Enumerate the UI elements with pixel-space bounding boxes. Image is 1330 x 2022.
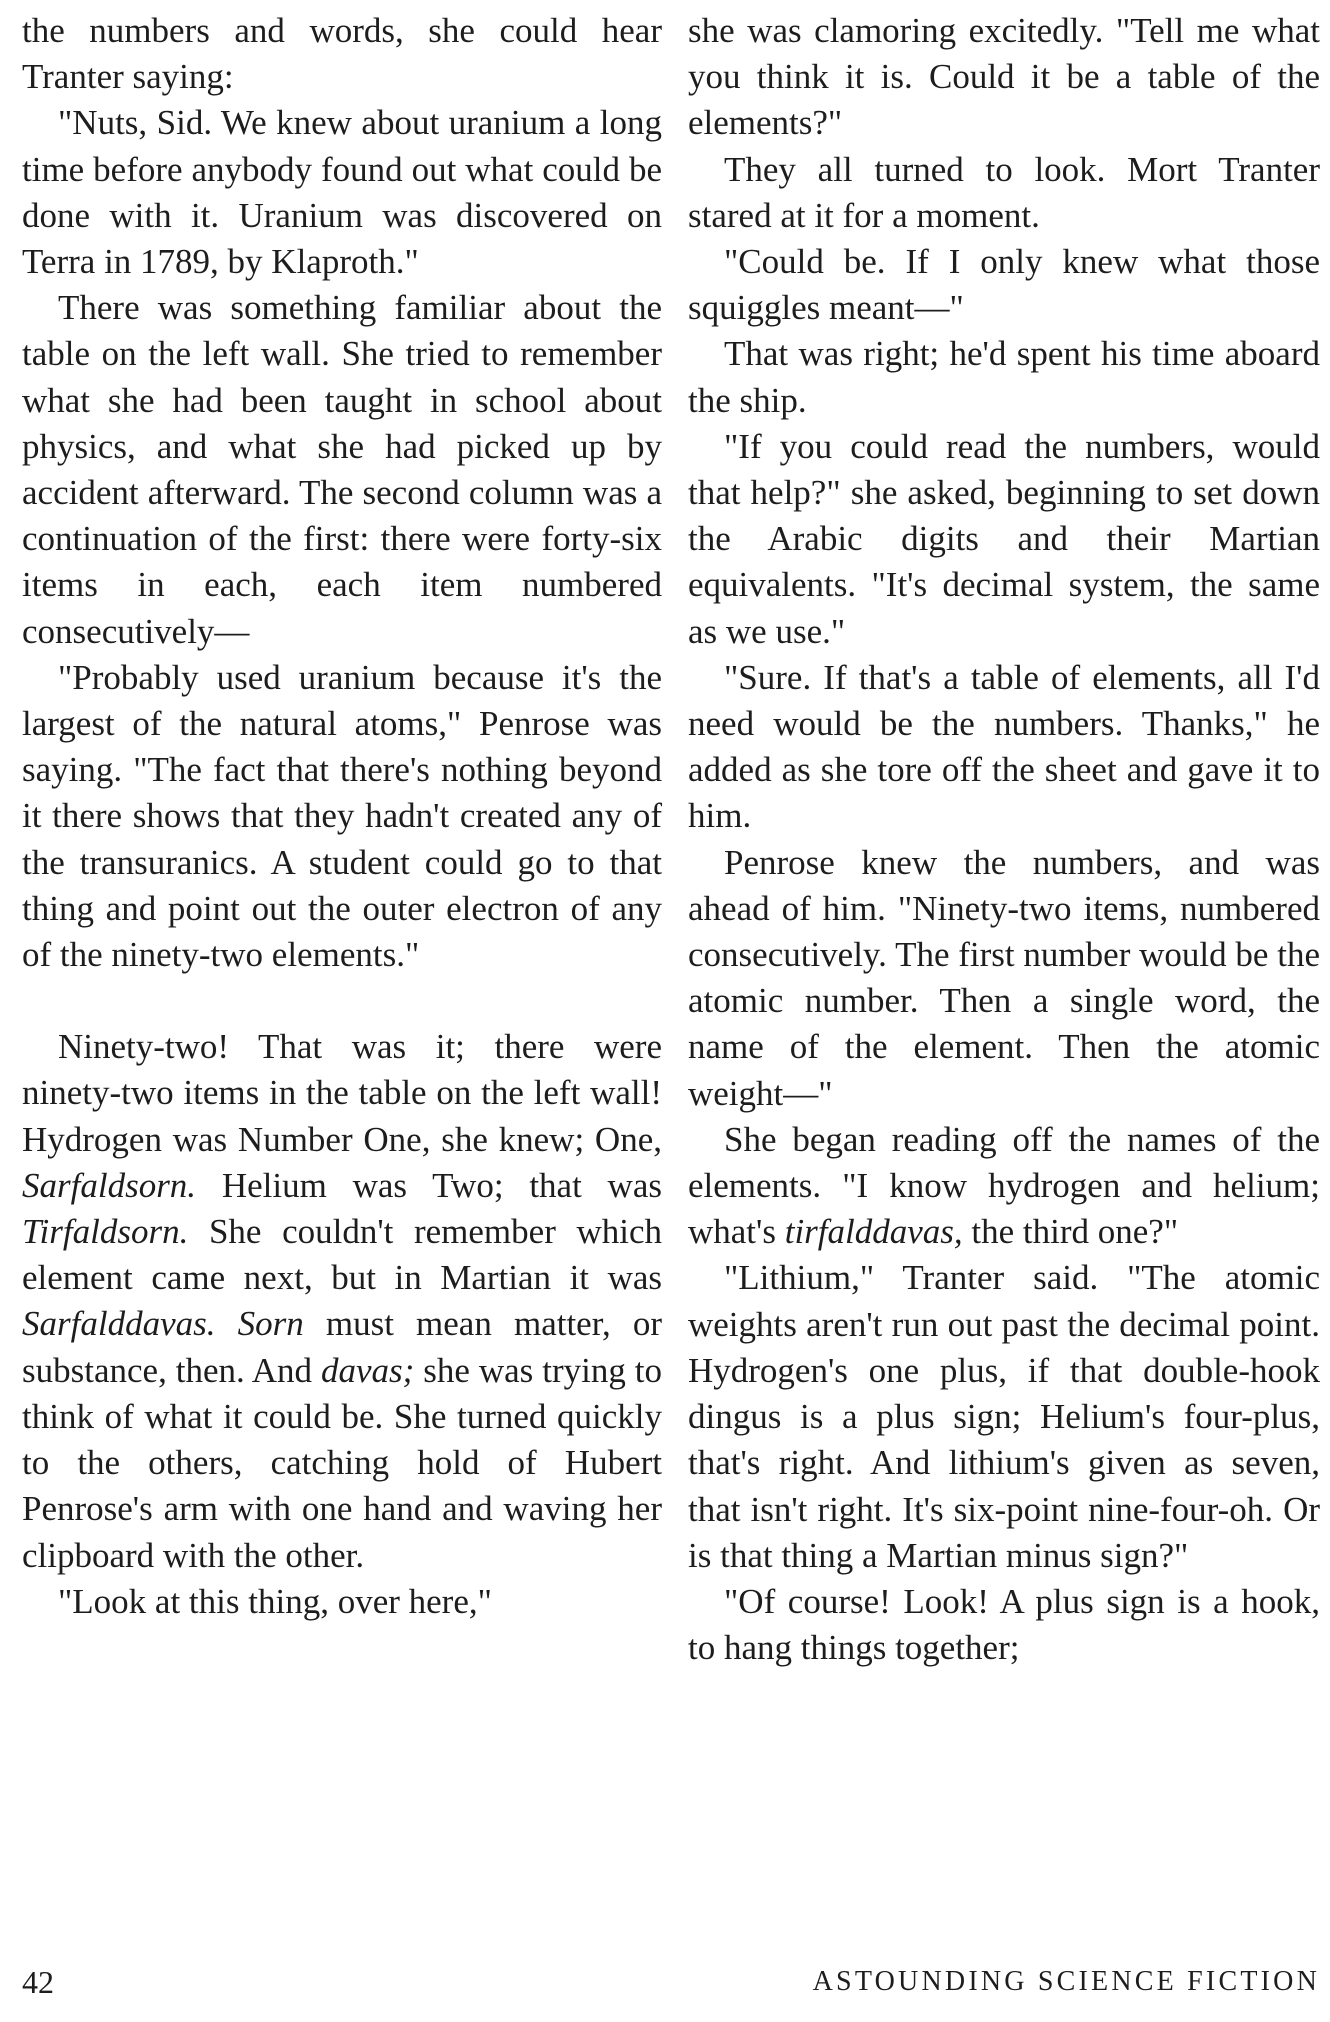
- text-run: She couldn't remember which element came next, but in Martian it was: [22, 1212, 662, 1298]
- martian-word: davas;: [321, 1350, 415, 1390]
- paragraph: Penrose knew the numbers, and was ahead of him. "Ninety-two items, numbered consecutively. The first number would be the atomic number. Then a single word, the name of the element. Then the atomic weight—": [688, 842, 1320, 1113]
- paragraph: "Lithium," Tranter said. "The atomic weights aren't run out past the decimal point. Hydrogen's one plus, if that double-hook dingus is a plus sign; Helium's four-plus, that's right. And lithium's given as seven, that isn't right. It's six-point nine-four-oh. Or is that thing a Martian minus sign?": [688, 1258, 1320, 1575]
- martian-word: Tirfaldsorn.: [22, 1212, 189, 1252]
- paragraph: There was something familiar about the table on the left wall. She tried to remember what she had been taught in school about physics, and what she had picked up by accident afterward. The second column was a continuation of the first: there were forty-six items in each, each item numbered consecutively—: [22, 288, 662, 651]
- running-footer-title: ASTOUNDING SCIENCE FICTION: [812, 1966, 1320, 1997]
- paragraph: "If you could read the numbers, would that help?" she asked, beginning to set down the Arabic digits and their Martian equivalents. "It's decimal system, the same as we use.": [688, 426, 1320, 651]
- paragraph: [22, 1024, 662, 1578]
- paragraph: the numbers and words, she could hear Tranter saying:: [22, 11, 662, 97]
- text-run: She began reading off the names of the elements. "I know hydrogen and helium; what's: [688, 1119, 1320, 1252]
- martian-word: Sarfaldsorn.: [22, 1165, 197, 1205]
- paragraph: "Sure. If that's a table of elements, all I'd need would be the numbers. Thanks," he added as she tore off the sheet and gave it to him.: [688, 657, 1320, 836]
- paragraph: [688, 1117, 1320, 1256]
- paragraph: "Nuts, Sid. We knew about uranium a long time before anybody found out what could be done with it. Uranium was discovered on Terra in 1789, by Klaproth.": [22, 103, 662, 282]
- martian-word: Sarfalddavas. Sorn: [22, 1304, 304, 1344]
- text-run: Ninety-two! That was it; there were ninety-two items in the table on the left wall! Hydrogen was Number One, she knew; One,: [22, 1027, 662, 1159]
- paragraph: "Look at this thing, over here,": [58, 1581, 492, 1621]
- paragraph: "Probably used uranium because it's the largest of the natural atoms," Penrose was saying. "The fact that there's nothing beyond it there shows that they hadn't created any of the transuranics. A student could go to that thing and point out the outer electron of any of the ninety-two elements.": [22, 657, 662, 975]
- right-column: [688, 8, 1320, 1671]
- left-column: [22, 8, 662, 1625]
- martian-word: tirfalddavas,: [784, 1212, 963, 1252]
- paragraph: "Of course! Look! A plus sign is a hook, to hang things together;: [688, 1581, 1320, 1668]
- paragraph: That was right; he'd spent his time aboard the ship.: [688, 334, 1320, 420]
- text-run: she was trying to think of what it could be. She turned quickly to the others, catching hold of Hubert Penrose's arm with one hand and waving her clipboard with the other.: [22, 1350, 662, 1575]
- text-run: Helium was Two; that was: [196, 1165, 662, 1205]
- page-number: 42: [22, 1964, 54, 2000]
- paragraph: They all turned to look. Mort Tranter stared at it for a moment.: [688, 149, 1320, 235]
- text-run: must mean matter, or substance, then. And: [22, 1304, 662, 1390]
- paragraph: she was clamoring excitedly. "Tell me what you think it is. Could it be a table of the elements?": [688, 11, 1320, 143]
- paragraph: "Could be. If I only knew what those squiggles meant—": [688, 242, 1320, 328]
- text-run: the third one?": [962, 1212, 1179, 1252]
